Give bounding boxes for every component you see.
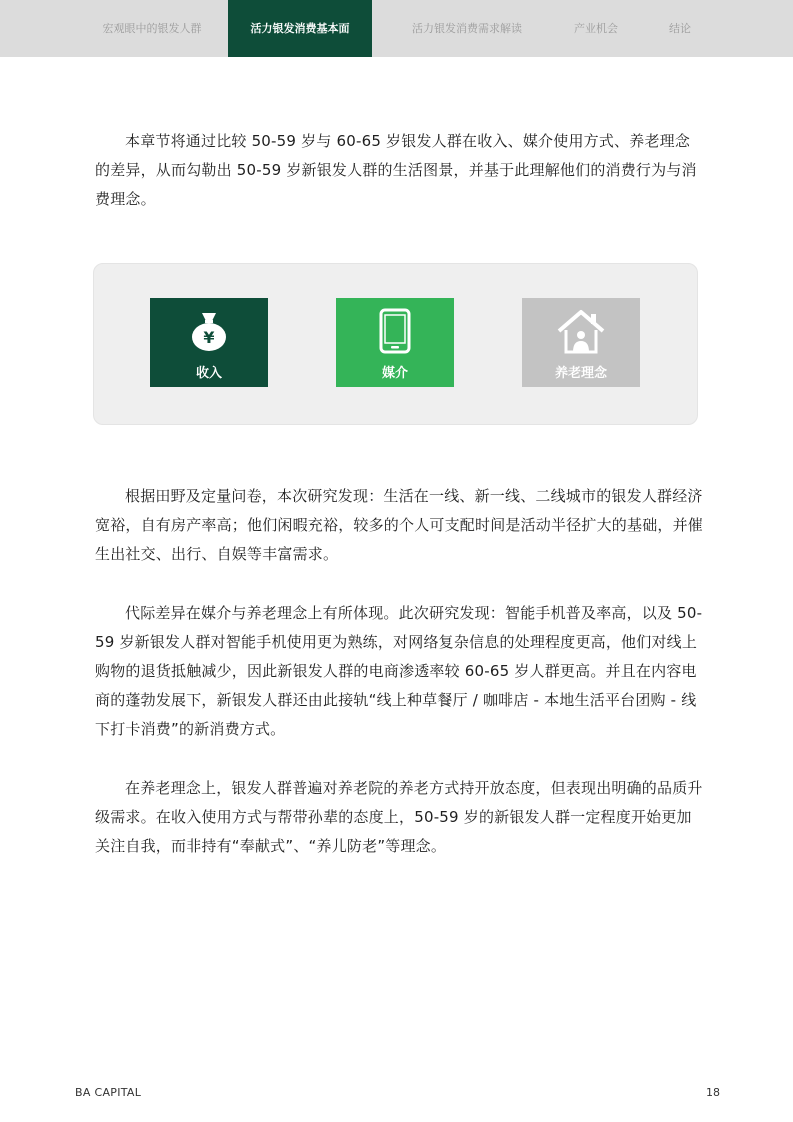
income-label: 收入 [195, 366, 222, 381]
tab-silver-demand-analysis[interactable]: 活力银发消费需求解读 [412, 22, 522, 35]
svg-text:¥: ¥ [203, 328, 215, 347]
media-paragraph: 代际差异在媒介与养老理念上有所体现。此次研究发现：智能手机普及率高，以及 50-59 岁新银发人群对智能手机使用更为熟练，对网络复杂信息的处理程度更高，他们对线上购物的退货抵触减少，因此新银发人群的电商渗透率较 60-65 岁人群更高。并且在内容电商的蓬勃发展下，新银发人群还由此接轨“线上种草餐厅 / 咖啡店 - 本地生活平台团购 - 线下打卡消费”的新消费方式。 [95, 604, 703, 738]
media-card [336, 298, 454, 387]
elder-care-card [522, 298, 640, 387]
tab-conclusion[interactable]: 结论 [669, 22, 691, 35]
money-bag-icon [150, 306, 268, 356]
tab-industry-opportunity[interactable]: 产业机会 [574, 22, 618, 35]
elder-care-label: 养老理念 [554, 366, 607, 381]
footer-brand: BA CAPITAL [75, 1086, 142, 1099]
smartphone-icon [336, 306, 454, 356]
income-card [150, 298, 268, 387]
media-label: 媒介 [381, 366, 408, 381]
elder-care-paragraph: 在养老理念上，银发人群普遍对养老院的养老方式持开放态度，但表现出明确的品质升级需求。在收入使用方式与帮带孙辈的态度上，50-59 岁的新银发人群一定程度开始更加关注自我，而非持有“奉献式”、“养儿防老”等理念。 [95, 779, 703, 855]
intro-paragraph: 本章节将通过比较 50-59 岁与 60-65 岁银发人群在收入、媒介使用方式、养老理念的差异，从而勾勒出 50-59 岁新银发人群的生活图景，并基于此理解他们的消费行为与消费理念。 [95, 132, 697, 208]
tab-macro-silver-group[interactable]: 宏观眼中的银发人群 [102, 22, 202, 35]
house-person-icon [522, 306, 640, 356]
tab-silver-consumption-basics[interactable]: 活力银发消费基本面 [228, 0, 372, 57]
top-navigation [0, 0, 793, 57]
findings-paragraph: 根据田野及定量问卷，本次研究发现：生活在一线、新一线、二线城市的银发人群经济宽裕，自有房产率高；他们闲暇充裕，较多的个人可支配时间是活动半径扩大的基础，并催生出社交、出行、自娱等丰富需求。 [95, 487, 704, 563]
page-number: 18 [706, 1086, 720, 1099]
